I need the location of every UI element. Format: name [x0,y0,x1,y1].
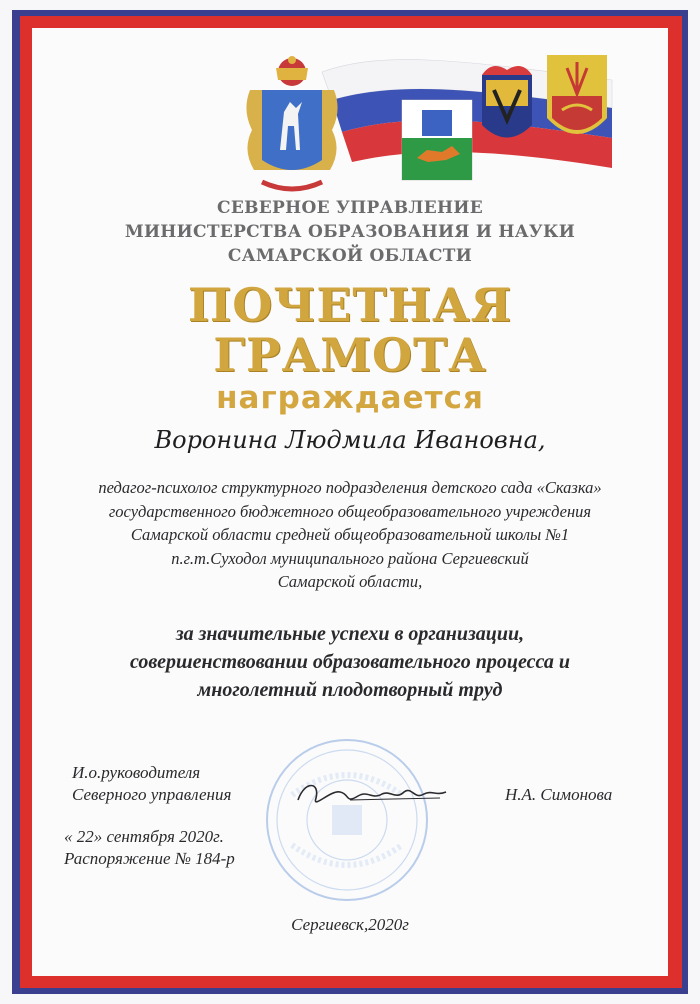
signatory-name: Н.А. Симонова [505,785,613,804]
signatory-role [72,762,231,806]
sergievsky-district-flag-icon [402,100,472,180]
reason-line: совершенствовании образовательного процесса и [130,651,570,673]
signatory-role-line-2: Северного управления [72,785,232,804]
order-info [64,826,235,870]
position-line: Самарской области средней общеобразовательной школы №1 [130,525,570,544]
signatory-role-line-1: И.о.руководителя [72,763,201,782]
reason-line: за значительные успехи в организации, [175,623,525,645]
award-reason [60,620,640,704]
position-description [60,476,640,594]
district-coat-of-arms-icon [482,66,532,138]
sergievsky-coat-of-arms-icon [547,55,607,134]
position-line: педагог-психолог структурного подразделения детского сада «Сказка» [98,478,602,497]
certificate-border-blue-left [14,12,20,992]
header-line-1: СЕВЕРНОЕ УПРАВЛЕНИЕ [217,198,483,218]
recipient-name: Воронина Людмила Ивановна, [154,426,546,454]
order-date: « 22» сентября 2020г. [64,827,224,846]
header-line-3: САМАРСКОЙ ОБЛАСТИ [227,246,473,266]
official-stamp-icon [262,735,432,905]
position-line: государственного бюджетного общеобразовательного учреждения [108,501,592,521]
position-line: Самарской области, [277,572,423,591]
footer-place-year: Сергиевск,2020г [291,915,409,934]
order-number: Распоряжение № 184-р [64,849,235,868]
position-line: п.г.т.Суходол муниципального района Сергиевский [171,548,529,568]
title-line-1: ПОЧЕТНАЯ [187,278,513,332]
reason-line: многолетний плодотворный труд [197,679,503,701]
handwritten-signature-icon [290,770,450,820]
awarded-subtitle: награждается [216,380,484,416]
emblems-group [232,50,622,200]
title-line-2: ГРАМОТА [213,328,487,382]
header-line-2: МИНИСТЕРСТВА ОБРАЗОВАНИЯ И НАУКИ [124,222,576,242]
